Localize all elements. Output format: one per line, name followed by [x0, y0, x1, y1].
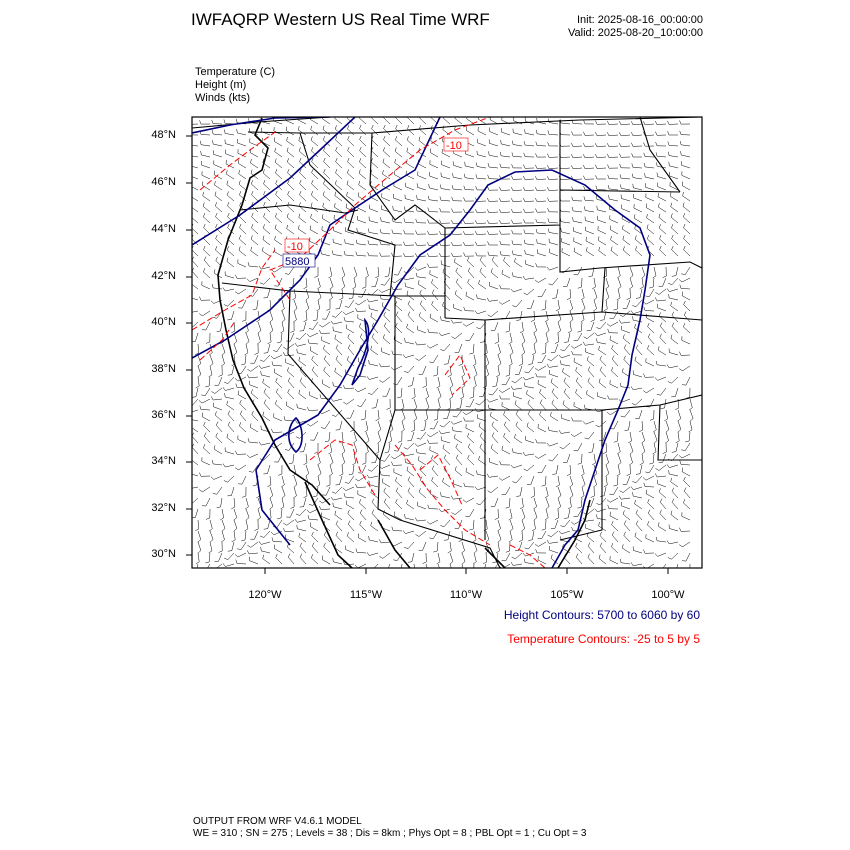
- lat-label: 30°N: [151, 548, 176, 560]
- state-boundaries: [192, 117, 702, 568]
- model-footer: [193, 816, 586, 840]
- lat-label: 40°N: [151, 316, 176, 328]
- coastline: [218, 118, 590, 568]
- lon-label: 105°W: [550, 589, 584, 601]
- temperature-contours-caption: Temperature Contours: -25 to 5 by 5: [507, 632, 700, 646]
- map-frame: [192, 117, 702, 568]
- model-config: WE = 310 ; SN = 275 ; Levels = 38 ; Dis = 8km ; Phys Opt = 8 ; PBL Opt = 1 ; Cu Opt = 3: [193, 828, 587, 839]
- lat-label: 38°N: [151, 363, 176, 375]
- init-time: Init: 2025-08-16_00:00:00: [577, 14, 703, 26]
- lon-label: 120°W: [248, 589, 282, 601]
- lat-label: 32°N: [151, 502, 176, 514]
- wind-barb-field: [187, 114, 693, 575]
- temp-contour-label-north: -10: [446, 140, 462, 152]
- lat-label: 44°N: [151, 223, 176, 235]
- lat-label: 46°N: [151, 176, 176, 188]
- valid-time: Valid: 2025-08-20_10:00:00: [568, 27, 703, 39]
- height-contour-label: 5880: [285, 256, 310, 268]
- lon-label: 100°W: [651, 589, 685, 601]
- wind-barbs: [187, 114, 693, 575]
- lat-label: 42°N: [151, 270, 176, 282]
- field-winds: Winds (kts): [195, 92, 250, 104]
- lon-label: 110°W: [449, 589, 483, 601]
- temperature-contours: [192, 117, 545, 568]
- lat-label: 48°N: [151, 129, 176, 141]
- field-temperature: Temperature (C): [195, 66, 276, 78]
- map-title: IWFAQRP Western US Real Time WRF: [191, 10, 490, 29]
- lat-label: 34°N: [151, 455, 176, 467]
- lat-label: 36°N: [151, 409, 176, 421]
- lon-label: 115°W: [349, 589, 383, 601]
- field-height: Height (m): [195, 79, 247, 91]
- temp-contour-label-west: -10: [287, 241, 303, 253]
- model-version: OUTPUT FROM WRF V4.6.1 MODEL: [193, 816, 362, 827]
- height-contours-caption: Height Contours: 5700 to 6060 by 60: [503, 608, 700, 622]
- height-contours: [192, 117, 650, 568]
